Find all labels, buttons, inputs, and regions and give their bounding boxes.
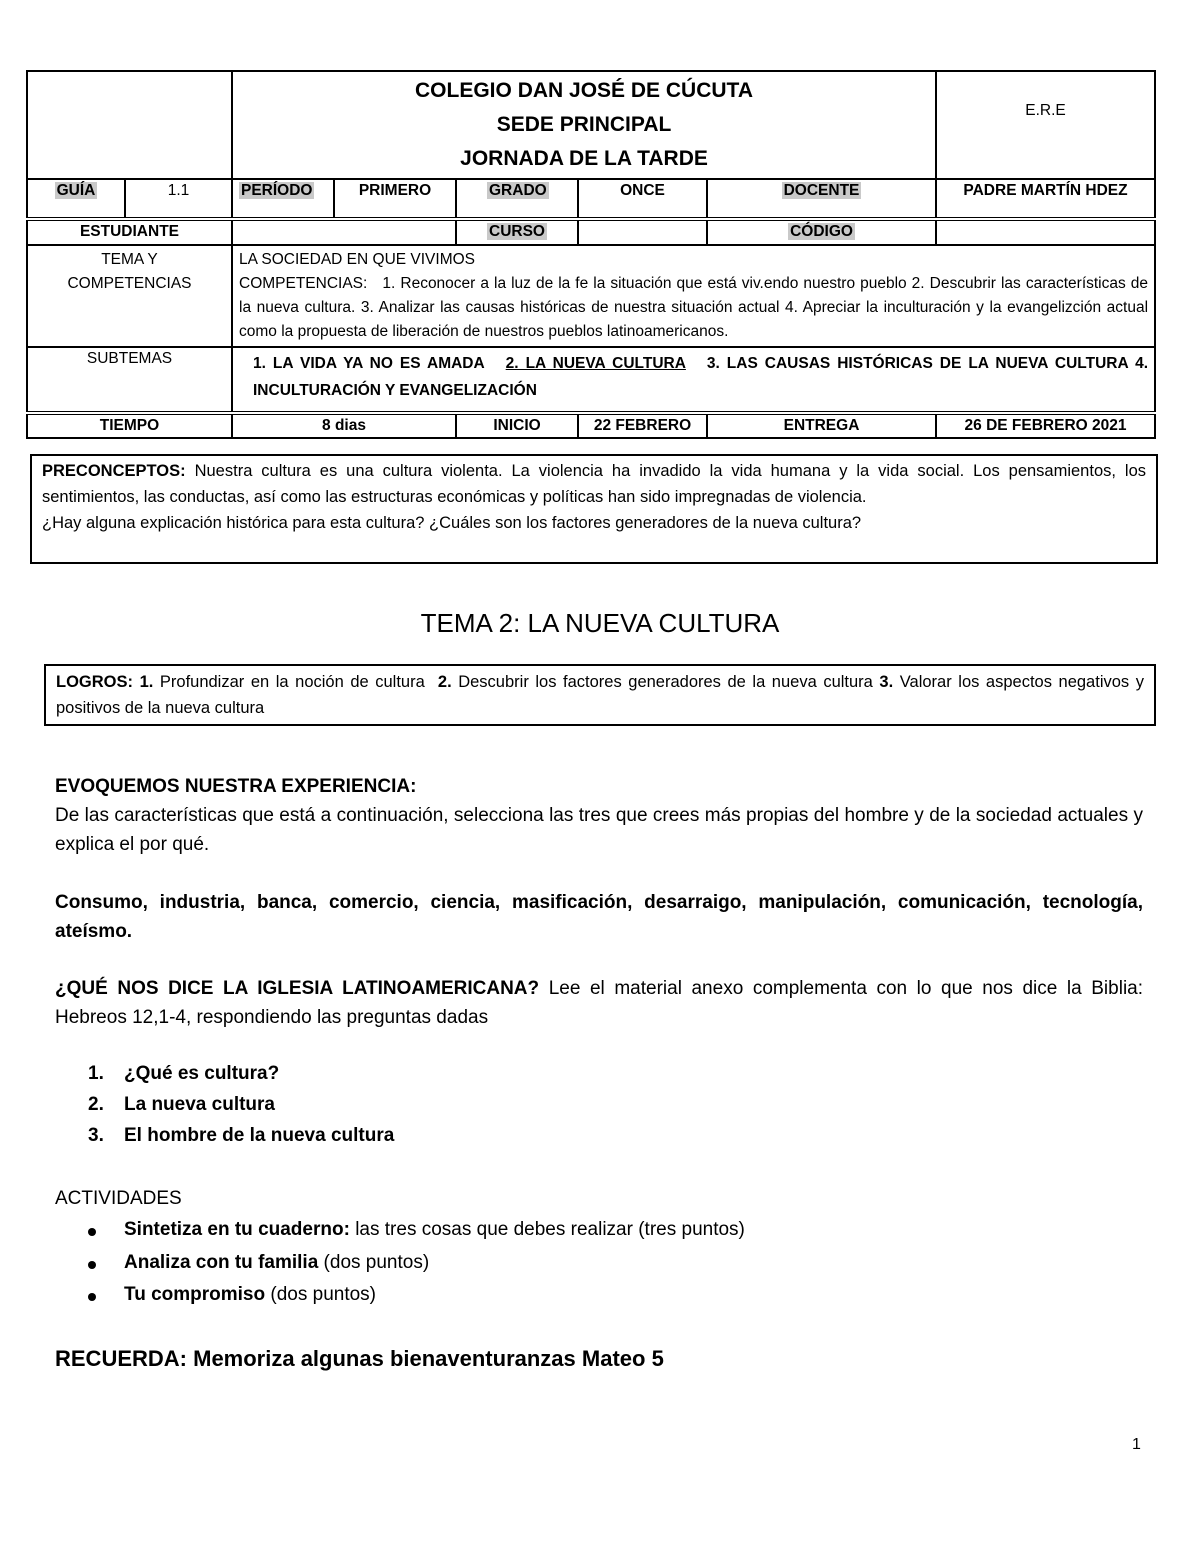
subtemas-label: SUBTEMAS (27, 347, 232, 413)
competencias-label: COMPETENCIAS: (239, 275, 368, 292)
recuerda-note: RECUERDA: Memoriza algunas bienaventuranzas Mateo 5 (55, 1346, 664, 1371)
tema-label-cell (27, 245, 232, 347)
periodo-label-cell (232, 179, 334, 219)
docente-value: PADRE MARTÍN HDEZ (936, 179, 1155, 219)
codigo-label-cell (707, 219, 936, 245)
inicio-value: 22 FEBRERO (578, 413, 707, 438)
institution-name (232, 71, 936, 179)
docente-label: DOCENTE (783, 182, 860, 199)
preconceptos-label: PRECONCEPTOS: (42, 462, 186, 480)
codigo-label: CÓDIGO (790, 223, 853, 240)
grado-value: ONCE (578, 179, 707, 219)
question-1-num: 1. (88, 1063, 104, 1084)
logro-2-num: 2. (437, 673, 452, 691)
periodo-value: PRIMERO (334, 179, 456, 219)
subtema-1: 1. LA VIDA YA NO ES AMADA (253, 355, 485, 372)
entrega-label: ENTREGA (707, 413, 936, 438)
evoquemos-section (55, 772, 1143, 859)
institution-line-1: COLEGIO DAN JOSÉ DE CÚCUTA (415, 79, 753, 102)
actividad-3-rest: (dos puntos) (265, 1284, 377, 1305)
grado-label-cell (456, 179, 578, 219)
tema-label-line-2: COMPETENCIAS (67, 275, 192, 292)
periodo-label: PERÍODO (241, 182, 313, 199)
question-3-num: 3. (88, 1125, 104, 1146)
subject-cell (936, 71, 1155, 179)
subject-label: E.R.E (1025, 102, 1066, 119)
logro-2-text: Descubrir los factores generadores de la nueva cultura (458, 673, 873, 691)
preconceptos-question: ¿Hay alguna explicación histórica para esta cultura? ¿Cuáles son los factores generadores de la nueva cultura? (42, 514, 862, 532)
tema-title: TEMA 2: LA NUEVA CULTURA (420, 608, 780, 638)
evoquemos-heading: EVOQUEMOS NUESTRA EXPERIENCIA: (55, 776, 417, 797)
estudiante-value[interactable] (232, 219, 456, 245)
subtema-3: 3. LAS CAUSAS HISTÓRICAS DE LA NUEVA CULTURA 4. INCULTURACIÓN Y EVANGELIZACIÓN (253, 355, 1149, 399)
docente-label-cell (707, 179, 936, 219)
institution-line-2: SEDE PRINCIPAL (496, 113, 672, 136)
guia-label-cell (27, 179, 125, 219)
subtema-2: 2. LA NUEVA CULTURA (505, 355, 686, 372)
logro-3-num: 3. (879, 673, 894, 691)
estudiante-label: ESTUDIANTE (27, 219, 232, 245)
actividad-2-rest: (dos puntos) (318, 1252, 430, 1273)
question-2-text: La nueva cultura (124, 1094, 275, 1115)
subtemas-cell (232, 347, 1155, 413)
actividad-2-bold: Analiza con tu familia (124, 1252, 319, 1273)
iglesia-text: Lee el material anexo complementa con lo que nos dice la Biblia: Hebreos 12,1-4, respondiendo las preguntas dadas (55, 978, 1144, 1028)
question-1-text: ¿Qué es cultura? (124, 1063, 280, 1084)
page-number: 1 (1132, 1436, 1141, 1453)
logro-3-text: Valorar los aspectos negativos y positivos de la nueva cultura (56, 673, 1144, 717)
tiempo-value: 8 dias (232, 413, 456, 438)
keywords-list: Consumo, industria, banca, comercio, ciencia, masificación, desarraigo, manipulación, comunicación, tecnología, ateísmo. (55, 892, 1143, 942)
competencias-block (239, 272, 1148, 344)
institution-line-3: JORNADA DE LA TARDE (460, 147, 708, 170)
actividad-1-bold: Sintetiza en tu cuaderno: (124, 1219, 350, 1240)
iglesia-section (55, 974, 1143, 1032)
competencias-text: 1. Reconocer a la luz de la fe la situación que está viv.endo nuestro pueblo 2. Descubrir las características de la nueva cultura. 3. Analizar las causas históricas de nuestra situación actual 4. Apreciar la inculturación y la evangelizción actual como la propuesta de liberación de nuestros pueblos latinoamericanos. (239, 275, 1149, 340)
question-2-num: 2. (88, 1094, 104, 1115)
guia-label: GUÍA (56, 182, 96, 199)
question-3-text: El hombre de la nueva cultura (124, 1125, 395, 1146)
preconceptos-text: Nuestra cultura es una cultura violenta. La violencia ha invadido la vida humana y la vida social. Los pensamientos, los sentimientos, las conductas, así como las estructuras económicas y políticas han sido impregnadas de violencia. (42, 462, 1146, 506)
guia-value: 1.1 (125, 179, 232, 219)
evoquemos-text: De las características que está a continuación, selecciona las tres que crees más propias del hombre y de la sociedad actuales y explica el por qué. (55, 805, 1143, 855)
iglesia-heading: ¿QUÉ NOS DICE LA IGLESIA LATINOAMERICANA? (55, 978, 540, 999)
tema-label-line-1: TEMA Y (101, 251, 158, 268)
actividades-heading: ACTIVIDADES (55, 1188, 182, 1209)
header-table (26, 70, 1156, 439)
curso-label: CURSO (489, 223, 545, 240)
logros-label: LOGROS: (56, 673, 133, 691)
bullet-icon (88, 1228, 96, 1236)
logo-cell (27, 71, 232, 179)
actividad-1-rest: las tres cosas que debes realizar (tres puntos) (349, 1219, 745, 1240)
tema-value: LA SOCIEDAD EN QUE VIVIMOS (239, 251, 476, 268)
curso-label-cell (456, 219, 578, 245)
logro-1-num: 1. (139, 673, 154, 691)
logros-box (44, 664, 1156, 726)
tema-competencias-cell (232, 245, 1155, 347)
actividad-3-bold: Tu compromiso (124, 1284, 266, 1305)
tiempo-label: TIEMPO (27, 413, 232, 438)
logro-1-text: Profundizar en la noción de cultura (159, 673, 425, 691)
inicio-label: INICIO (456, 413, 578, 438)
preconceptos-box (30, 454, 1158, 564)
entrega-value: 26 DE FEBRERO 2021 (936, 413, 1155, 438)
bullet-icon (88, 1293, 96, 1301)
curso-value[interactable] (578, 219, 707, 245)
codigo-value[interactable] (936, 219, 1155, 245)
bullet-icon (88, 1261, 96, 1269)
grado-label: GRADO (489, 182, 547, 199)
